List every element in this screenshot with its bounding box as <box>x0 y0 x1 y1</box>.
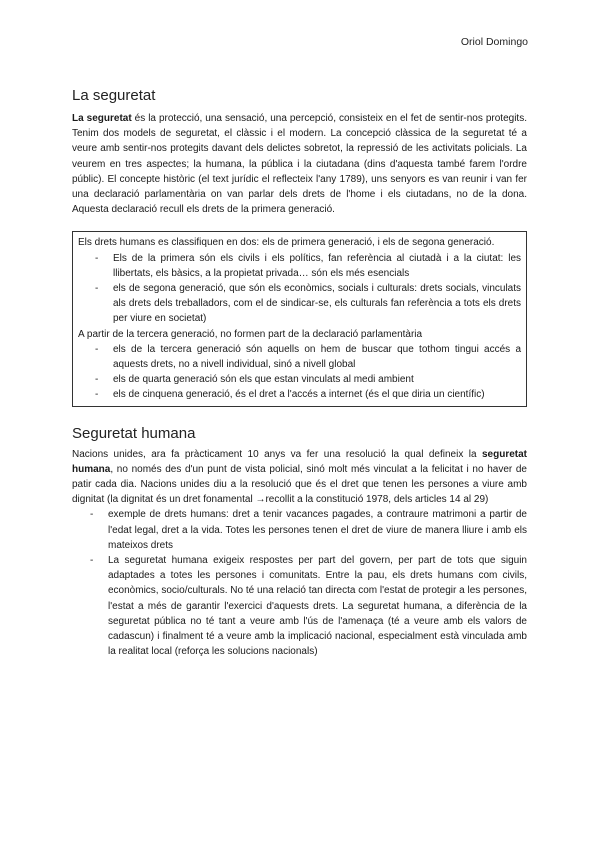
dash-bullet: - <box>95 343 99 355</box>
dash-bullet: - <box>95 283 99 295</box>
section-title-seguretat: La seguretat <box>72 87 156 104</box>
intro-text: és la protecció, una sensació, una percepció, consisteix en el fet de sentir-nos protegits. Tenim dos models de seguretat, el clàssic i el modern. La concepció clàssica de la seguretat té a veure amb sentir-nos protegits davant dels delictes sobretot, la repressió de les activitats policials. La veurem en tres aspectes; la humana, la pública i la ciutadana (dins d'aquesta també farem l'ordre públic). El concepte històric (el text jurídic el reflecteix l'any 1789), uns senyors es van reunir i van fer una declaració parlamentària on van parlar dels drets de l'home i els ciutadans, no de la dona. Aquesta declaració recull els drets de la primera generació. <box>72 113 527 216</box>
list-item <box>72 507 527 553</box>
bold-term: seguretat humana <box>72 448 527 475</box>
document-body <box>72 87 527 660</box>
seguretat-humana-paragraph <box>72 447 527 508</box>
rights-generations-box <box>72 231 527 406</box>
list-item <box>72 553 527 659</box>
list-item-text: els de la tercera generació són aquells on hem de buscar que tothom tingui accés a aquests drets, no a nivell individual, sinó a nivell global <box>113 343 521 371</box>
section-seguretat-humana <box>72 425 527 660</box>
list-item <box>78 281 521 327</box>
dash-bullet: - <box>95 389 99 401</box>
section-title-seguretat-humana: Seguretat humana <box>72 424 196 442</box>
box-list-1 <box>78 251 521 327</box>
list-item-text: La seguretat humana exigeix respostes per part del govern, per part de tots que siguin adaptades a totes les persones i comunitats. Entre la pau, els drets humans com civils, econòmics, socio/culturals. No té una relació tan directa com l'estat de protegir a les persones, l'estat a més de garantir l'exercici d'aquests drets. La seguretat humana, a diferència de la seguretat pública no té tant a veure amb l'ús de l'amenaça (té a veure amb els valors de cadascun) i finalment té a veure amb la implicació nacional, especialment està vinculada amb la realitat local (reforça les solucions nacionals) <box>108 555 527 658</box>
paragraph-text: , no només des d'un punt de vista policial, sinó molt més vinculat a la felicitat i no haver de patir cada dia. Nacions unides diu a la resolució que és el dret que tenen les persones a viure amb dignitat (la dignitat és un dret fonamental →recollit a la constitució 1978, dels articles 14 al 29) <box>72 463 527 506</box>
box-list-2 <box>78 342 521 403</box>
dash-bullet: - <box>90 555 94 567</box>
seguretat-humana-list <box>72 507 527 659</box>
intro-bold-term: La seguretat <box>72 113 132 124</box>
list-item <box>78 251 521 281</box>
paragraph-text: Nacions unides, ara fa pràcticament 10 anys va fer una resolució la qual defineix la <box>72 448 482 460</box>
list-item-text: exemple de drets humans: dret a tenir vacances pagades, a contraure matrimoni a partir de l'edat legal, dret a la vida. Totes les persones tenen el dret de viure de manera lliure i amb els mateixos drets <box>108 509 527 551</box>
dash-bullet: - <box>95 374 99 386</box>
list-item <box>78 342 521 372</box>
box-intro: Els drets humans es classifiquen en dos: els de primera generació, i els de segona generació. <box>78 237 495 249</box>
list-item <box>78 387 521 402</box>
list-item-text: els de segona generació, que són els econòmics, socials i culturals: drets socials, vinculats als drets dels treballadors, com el de sindicar-se, els culturals fan referència a tots els drets per viure en societat) <box>113 283 521 325</box>
list-item-text: els de cinquena generació, és el dret a l'accés a internet (és el que diria un científic) <box>113 389 485 401</box>
list-item <box>78 372 521 387</box>
header-author: Oriol Domingo <box>460 36 528 48</box>
intro-paragraph <box>72 111 527 217</box>
box-middle-text: A partir de la tercera generació, no formen part de la declaració parlamentària <box>78 328 423 340</box>
dash-bullet: - <box>95 252 99 264</box>
list-item-text: els de quarta generació són els que estan vinculats al medi ambient <box>113 374 414 386</box>
list-item-text: Els de la primera són els civils i els polítics, fan referència al ciutadà i a la ciutat: les llibertats, els bàsics, a la propietat privada… són els més esencials <box>113 252 521 279</box>
dash-bullet: - <box>90 509 94 521</box>
